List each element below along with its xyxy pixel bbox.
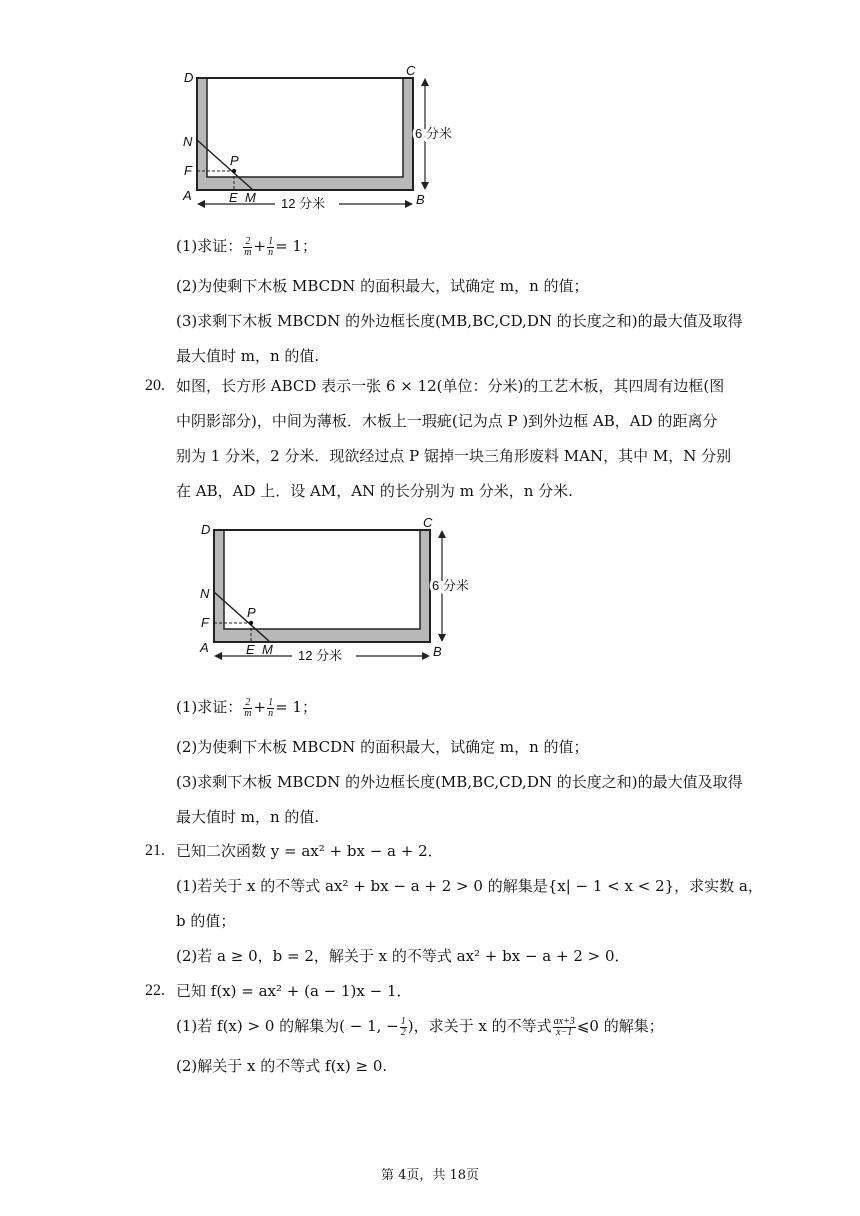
label-e: E — [246, 642, 255, 657]
q20-sub3-line1: (3)求剩下木板 MBCDN 的外边框长度(MB,BC,CD,DN 的长度之和)的最大值及取得 — [176, 773, 743, 791]
q22-sub1: (1)若 f(x) > 0 的解集为( − 1, − $\frac{1}{2}$ )，求关于 x 的不等式 $\frac{ax+3}{x-1}$ ⩽0 的解集； — [176, 1015, 664, 1038]
q21-sub2: (2)若 a ≥ 0，b = 2，解关于 x 的不等式 ax² + bx − a + 2 > 0． — [176, 947, 630, 965]
label-c: C — [423, 515, 433, 530]
page-footer: 第 4页，共 18页 — [380, 1168, 480, 1183]
label-p: P — [247, 605, 256, 620]
label-a: A — [200, 640, 209, 655]
top-sub3-line1: (3)求剩下木板 MBCDN 的外边框长度(MB,BC,CD,DN 的长度之和)的最大值及取得 — [176, 312, 743, 330]
q22-sub2: (2)解关于 x 的不等式 f(x) ≥ 0. — [176, 1057, 388, 1075]
point-p — [249, 621, 253, 625]
q20-sub2: (2)为使剩下木板 MBCDN 的面积最大，试确定 m，n 的值； — [176, 738, 589, 756]
frame-shaded — [197, 78, 413, 190]
label-d: D — [201, 522, 211, 537]
label-c: C — [406, 63, 416, 78]
top-sub3-line2: 最大值时 m，n 的值. — [176, 347, 320, 365]
q22-number: 22. — [145, 982, 165, 999]
q20-line1: 如图，长方形 ABCD 表示一张 6 × 12(单位：分米)的工艺木板，其四周有边框(图 — [176, 377, 725, 395]
label-height: 6 分米 — [432, 578, 469, 593]
label-height: 6 分米 — [415, 126, 452, 141]
label-n: N — [183, 134, 193, 149]
q22-line1: 已知 f(x) = ax² + (a − 1)x − 1． — [176, 982, 412, 1000]
q21-sub1-line1: (1)若关于 x 的不等式 ax² + bx − a + 2 > 0 的解集是{x| − 1 < x < 2}，求实数 a， — [176, 877, 763, 895]
label-b: B — [433, 644, 442, 659]
label-e: E — [229, 190, 238, 205]
top-sub2: (2)为使剩下木板 MBCDN 的面积最大，试确定 m，n 的值； — [176, 277, 589, 295]
q20-sub1: (1)求证： $\frac{2}{m}$ + $\frac{1}{n}$ = 1； — [176, 696, 317, 719]
q20-number: 20. — [145, 377, 165, 394]
q20-line4: 在 AB，AD 上．设 AM，AN 的长分别为 m 分米，n 分米. — [176, 482, 573, 500]
label-m: M — [262, 642, 273, 657]
label-m: M — [245, 190, 256, 205]
label-d: D — [184, 70, 194, 85]
top-sub1: (1)求证： $\frac{2}{m}$ + $\frac{1}{n}$ = 1； — [176, 235, 317, 258]
label-f: F — [201, 615, 209, 630]
label-n: N — [200, 586, 210, 601]
label-width: 12 分米 — [298, 648, 343, 663]
q21-sub1-line2: b 的值； — [176, 912, 236, 930]
q21-line1: 已知二次函数 y = ax² + bx − a + 2． — [176, 842, 443, 860]
q20-line3: 别为 1 分米，2 分米．现欲经过点 P 锯掉一块三角形废料 MAN，其中 M，N 分别 — [176, 447, 732, 465]
frame-shaded — [214, 530, 430, 642]
label-f: F — [184, 163, 192, 178]
q20-line2: 中阴影部分)，中间为薄板．木板上一瑕疵(记为点 P )到外边框 AB，AD 的距离分 — [176, 412, 718, 430]
q21-number: 21. — [145, 842, 165, 859]
label-a: A — [183, 188, 192, 203]
label-b: B — [416, 192, 425, 207]
figure-q20 — [192, 514, 492, 664]
figure-top — [175, 62, 475, 212]
point-p — [232, 169, 236, 173]
label-width: 12 分米 — [281, 196, 326, 211]
q20-sub3-line2: 最大值时 m，n 的值. — [176, 808, 320, 826]
label-p: P — [230, 153, 239, 168]
